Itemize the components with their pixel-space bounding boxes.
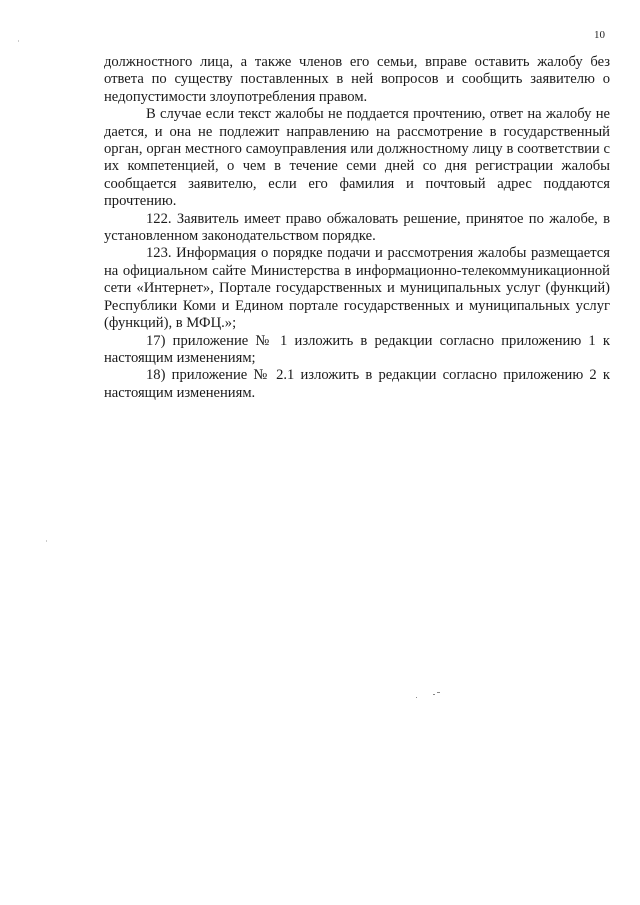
paragraph-continuation: должностного лица, а также членов его семьи, вправе оставить жалобу без ответа по существу поставленных в ней вопросов и сообщить заявителю о недопустимости злоупотребления правом.: [104, 54, 610, 105]
scan-speck: [416, 697, 417, 698]
document-body: [104, 54, 610, 402]
paragraph-122: 122. Заявитель имеет право обжаловать решение, принятое по жалобе, в установленном законодательством порядке.: [104, 210, 610, 245]
paragraph-unreadable-complaint: В случае если текст жалобы не поддается прочтению, ответ на жалобу не дается, и она не подлежит направлению на рассмотрение в государственный орган, орган местного самоуправления или должностному лицу в соответствии с их компетенцией, о чем в течение семи дней со дня регистрации жалобы сообщается заявителю, если его фамилия и почтовый адрес поддаются прочтению.: [104, 106, 610, 210]
paragraph-123: 123. Информация о порядке подачи и рассмотрения жалобы размещается на официальном сайте Министерства в информационно-телекоммуникационной сети «Интернет», Портале государственных и муниципальных услуг (функций) Республики Коми и Едином портале государственных и муниципальных услуг (функций), в МФЦ.»;: [104, 245, 610, 332]
paragraph-item-17: 17) приложение № 1 изложить в редакции согласно приложению 1 к настоящим изменениям;: [104, 332, 610, 366]
scan-speck: [433, 694, 435, 695]
paragraph-item-18: 18) приложение № 2.1 изложить в редакции согласно приложению 2 к настоящим изменениям.: [104, 367, 610, 401]
page-number: 10: [594, 29, 605, 41]
scan-speck: [437, 692, 440, 693]
scan-speck: [46, 540, 47, 542]
scan-speck: [18, 40, 19, 42]
